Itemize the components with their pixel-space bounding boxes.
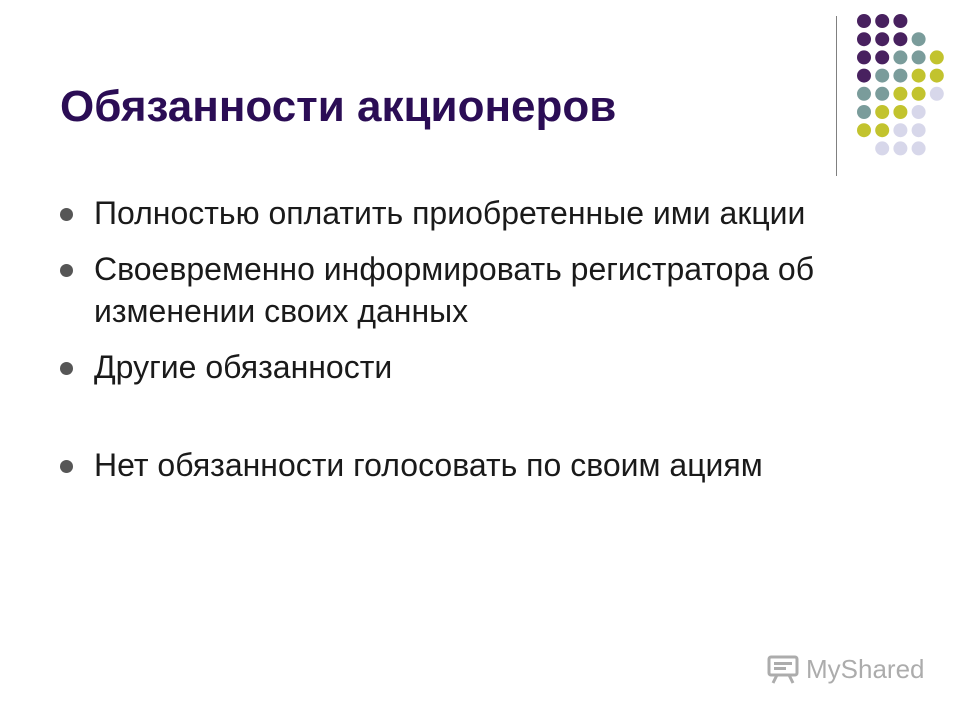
decorative-dot [893, 14, 907, 28]
bullet-marker [60, 362, 73, 375]
vertical-divider [836, 16, 837, 176]
bullet-marker [60, 264, 73, 277]
bullet-text: Своевременно информировать регистратора об изменении своих данных [94, 251, 815, 329]
decorative-dot [893, 123, 907, 137]
bullet-text: Другие обязанности [94, 349, 393, 385]
decorative-dot [930, 50, 944, 64]
bullet-item [60, 192, 900, 234]
decorative-dot [912, 123, 926, 137]
decorative-dot [912, 87, 926, 101]
decorative-dot [875, 14, 889, 28]
decorative-dot [857, 14, 871, 28]
bullet-marker [60, 460, 73, 473]
bullet-item [60, 444, 900, 486]
presentation-board-icon [766, 654, 800, 684]
slide-title: Обязанности акционеров [60, 82, 617, 131]
decorative-dot [857, 123, 871, 137]
bullet-text: Нет обязанности голосовать по своим ациям [94, 447, 763, 483]
decorative-dot [857, 32, 871, 46]
decorative-dot [875, 32, 889, 46]
bullet-list [60, 192, 900, 486]
decorative-dot [912, 50, 926, 64]
decorative-dot [912, 141, 926, 155]
decorative-dot [875, 123, 889, 137]
decorative-dot [930, 69, 944, 83]
decorative-dot [893, 141, 907, 155]
decorative-dot [930, 87, 944, 101]
decorative-dot [912, 69, 926, 83]
decorative-dot [857, 69, 871, 83]
decorative-dot [912, 105, 926, 119]
decorative-dot [893, 105, 907, 119]
decorative-dot [893, 69, 907, 83]
decorative-dot [893, 32, 907, 46]
bullet-marker [60, 208, 73, 221]
watermark-text: MyShared [806, 654, 925, 684]
bullet-item [60, 346, 900, 388]
decorative-dot [875, 50, 889, 64]
decorative-dot [875, 105, 889, 119]
watermark [766, 654, 925, 684]
bullet-text: Полностью оплатить приобретенные ими акции [94, 195, 806, 231]
decorative-dot [893, 50, 907, 64]
decorative-dot [912, 32, 926, 46]
decorative-dot [875, 69, 889, 83]
decorative-dot [857, 87, 871, 101]
decorative-dot [857, 105, 871, 119]
bullet-item [60, 248, 900, 332]
decorative-dot [875, 87, 889, 101]
decorative-dot [875, 141, 889, 155]
decorative-dot [857, 50, 871, 64]
decorative-dot [893, 87, 907, 101]
